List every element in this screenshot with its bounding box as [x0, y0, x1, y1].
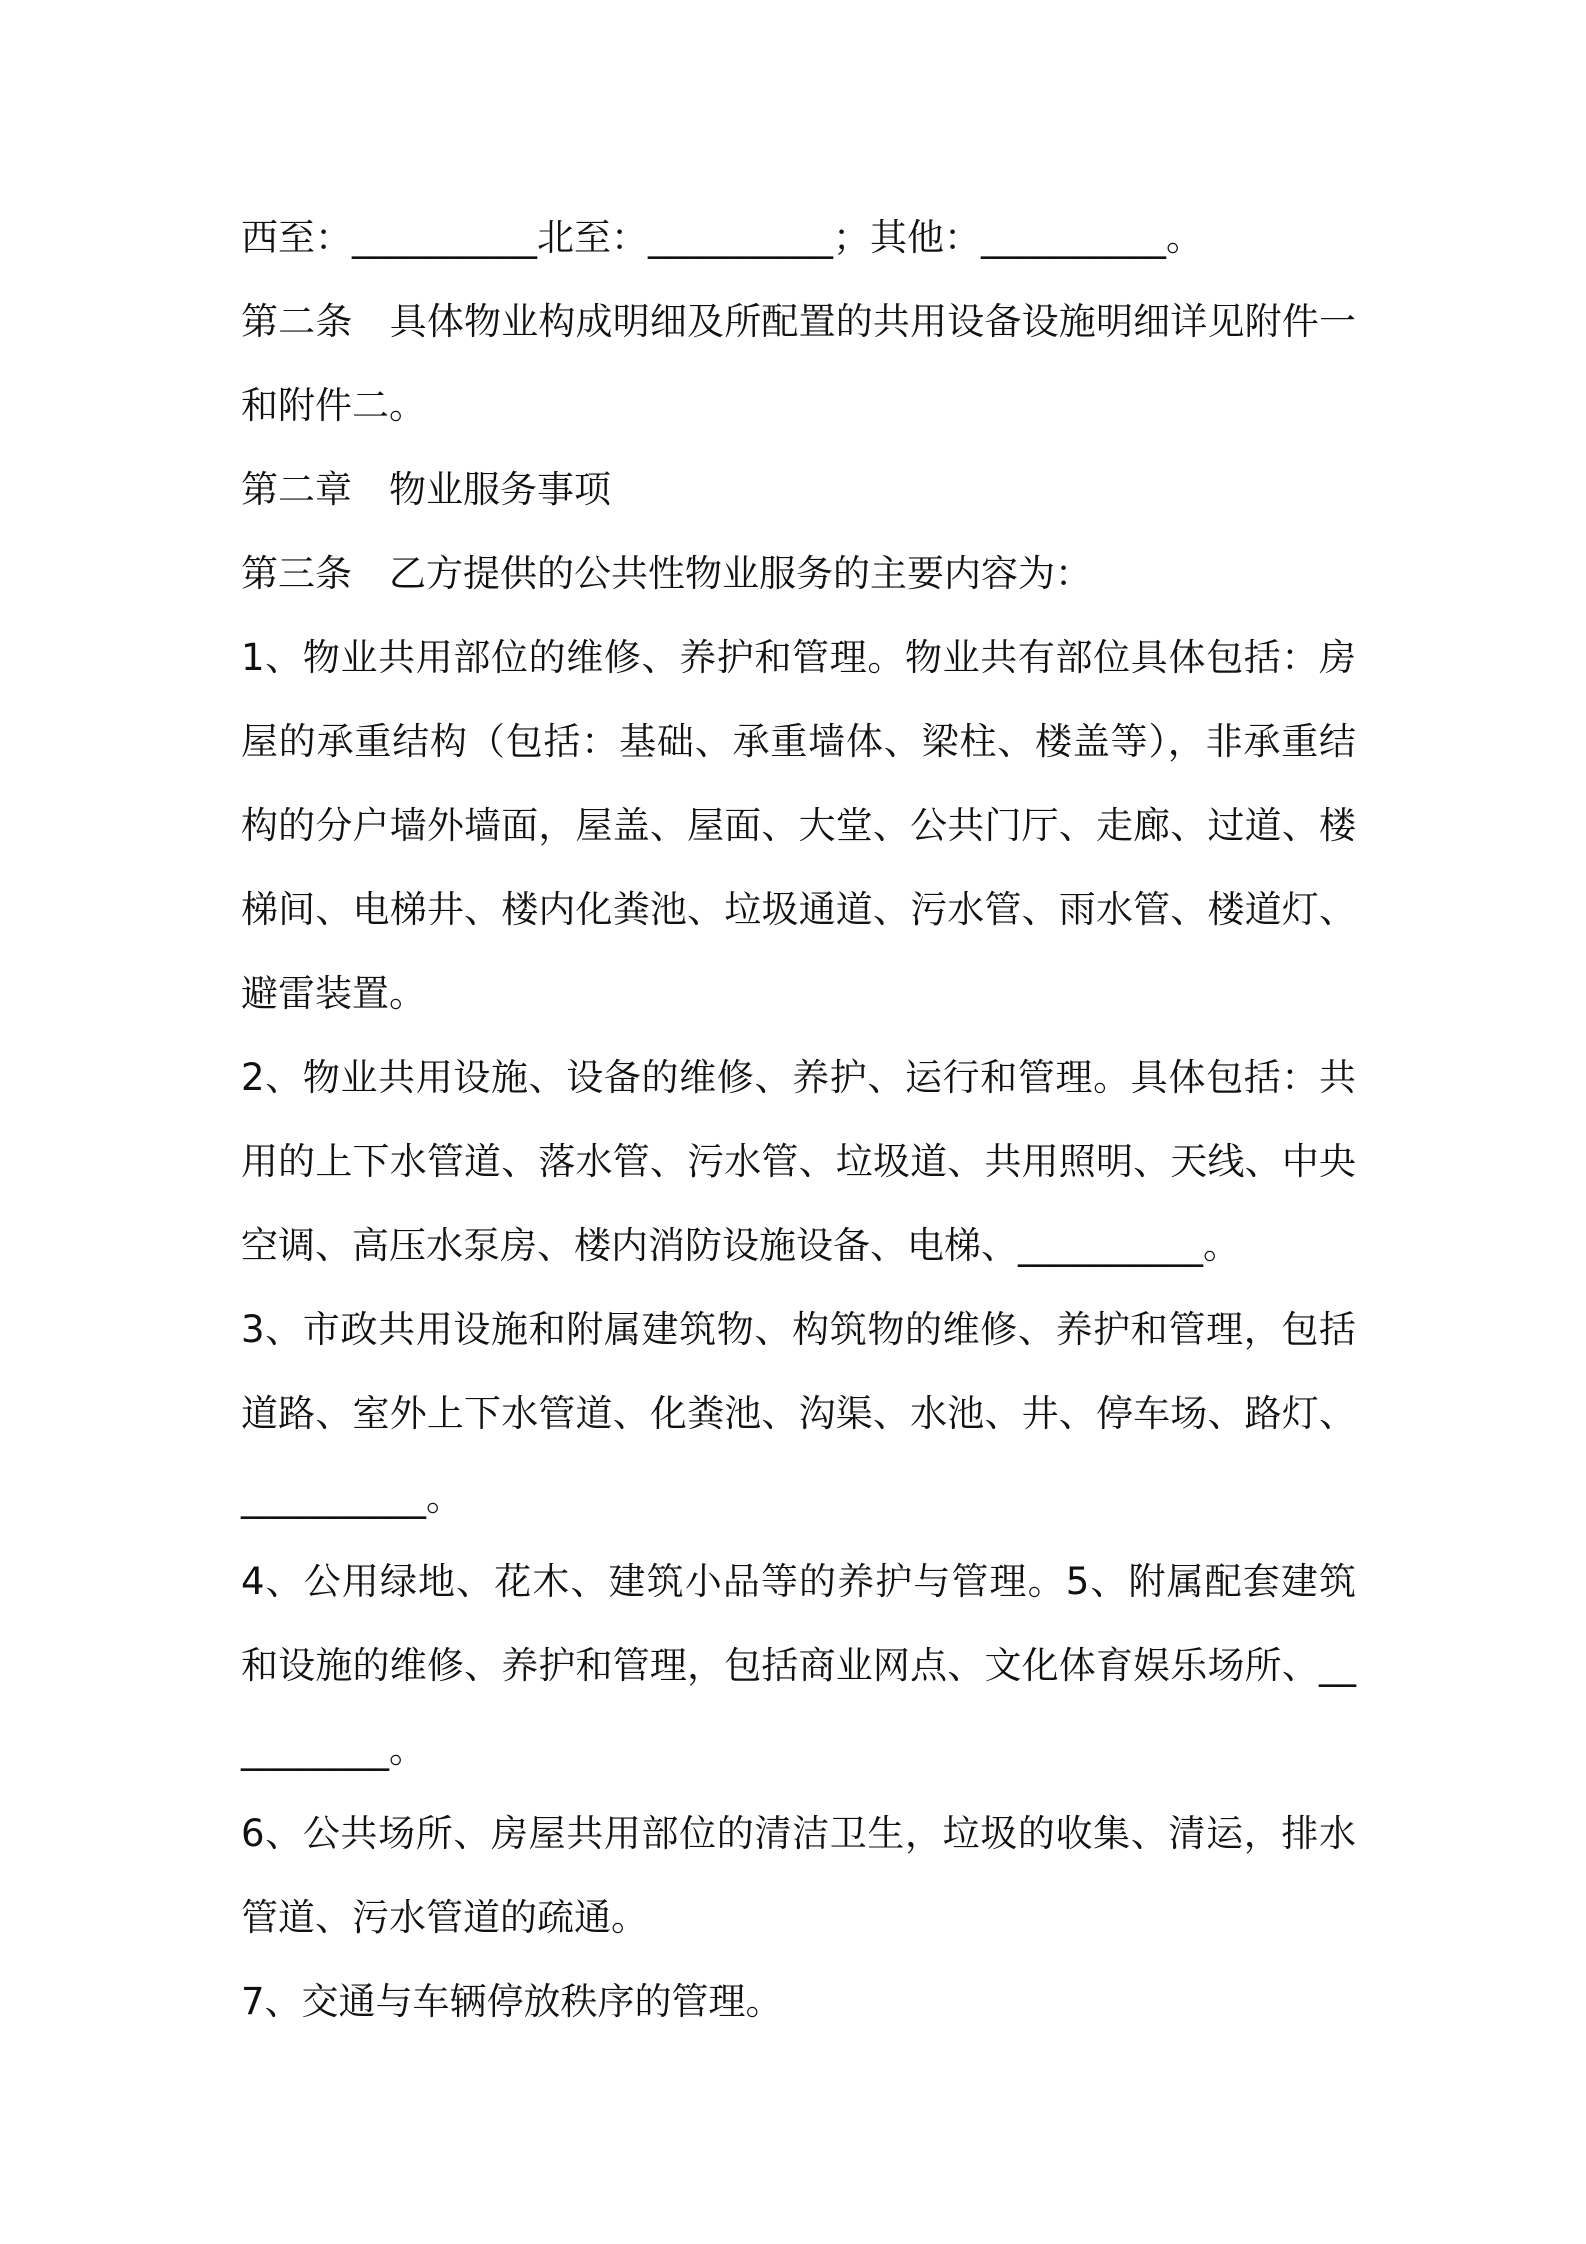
chapter-2-heading: 第二章 物业服务事项 [241, 468, 611, 511]
paragraph-item-1: 1、物业共用部位的维修、养护和管理。物业共有部位具体包括：房屋的承重结构（包括：基础、承重墙体、梁柱、楼盖等），非承重结构的分户墙外墙面，屋盖、屋面、大堂、公共门厅、走廊、过道、楼梯间、电梯井、楼内化粪池、垃圾通道、污水管、雨水管、楼道灯、避雷装置。 [241, 636, 1356, 1015]
paragraph-item-4-5: 4、公用绿地、花木、建筑小品等的养护与管理。5、附属配套建筑和设施的维修、养护和管理，包括商业网点、文化体育娱乐场所、__________。 [241, 1560, 1356, 1771]
paragraph-article-2: 第二条 具体物业构成明细及所配置的共用设备设施明细详见附件一和附件二。 [241, 300, 1356, 427]
paragraph-item-3: 3、市政共用设施和附属建筑物、构筑物的维修、养护和管理，包括道路、室外上下水管道、化粪池、沟渠、水池、井、停车场、路灯、__________。 [241, 1308, 1356, 1519]
paragraph-item-7: 7、交通与车辆停放秩序的管理。 [241, 1980, 783, 2023]
paragraph-item-2: 2、物业共用设施、设备的维修、养护、运行和管理。具体包括：共用的上下水管道、落水管、污水管、垃圾道、共用照明、天线、中央空调、高压水泵房、楼内消防设施设备、电梯、__________。 [241, 1056, 1356, 1267]
paragraph-boundaries: 西至：__________北至：__________；其他：__________。 [241, 216, 1203, 259]
paragraph-item-6: 6、公共场所、房屋共用部位的清洁卫生，垃圾的收集、清运，排水管道、污水管道的疏通。 [241, 1812, 1356, 1939]
document-body [241, 196, 1356, 2044]
paragraph-article-3: 第三条 乙方提供的公共性物业服务的主要内容为： [241, 552, 1092, 595]
